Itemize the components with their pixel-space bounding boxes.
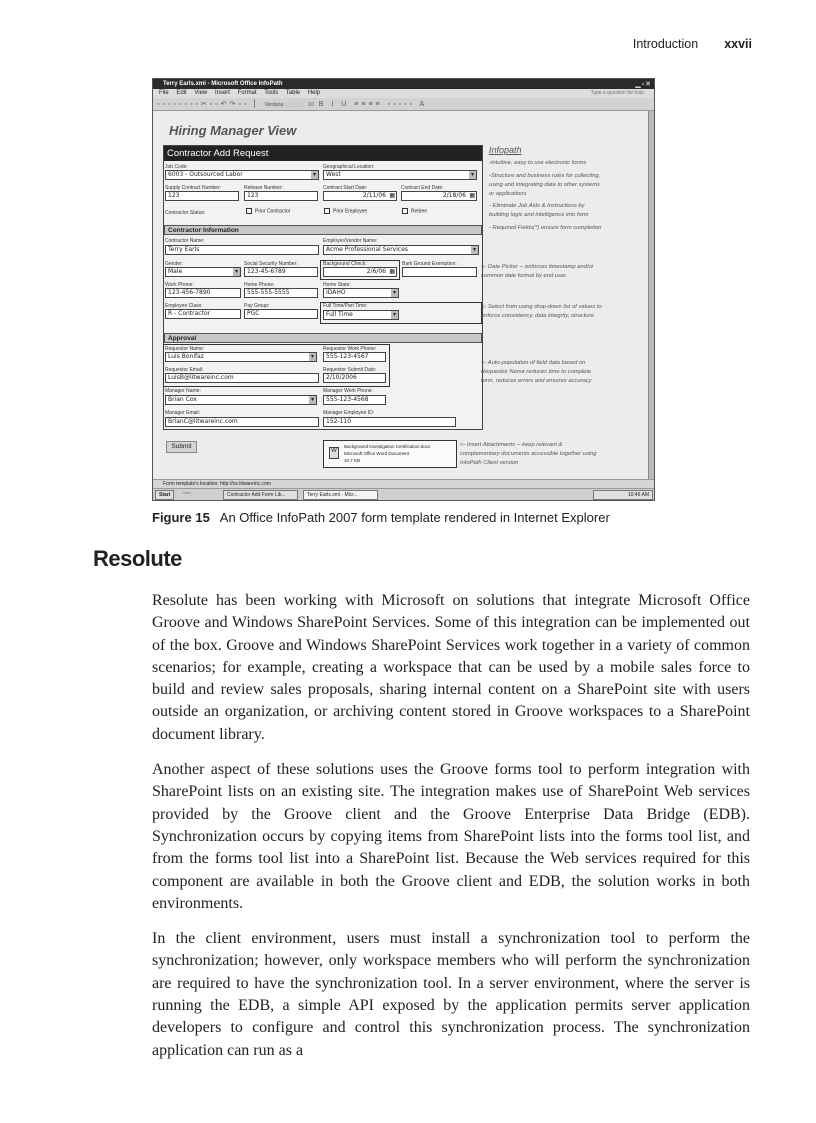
home-phone-label: Home Phone: [244, 282, 275, 288]
form-header: Contractor Add Request [164, 146, 482, 161]
note-line: or applications [489, 191, 527, 197]
status-bar: Form template's location: http://os.litwareinc.com [153, 479, 655, 488]
auto-note: form, reduces errors and ensures accuracy [481, 378, 592, 384]
mgr-email-input[interactable]: BrianC@litwareinc.com [165, 417, 319, 427]
note-line: using and integrating data to other systems [489, 182, 600, 188]
prior-employee-checkbox[interactable] [324, 208, 367, 214]
attach-note: complementary documents accessible together using [460, 451, 597, 457]
attachment-name: Background Investigation Certification.docx [344, 444, 431, 449]
contractor-name-label: Contractor Name: [165, 238, 205, 244]
req-name-select[interactable]: Luis Bonifaz ▾ [165, 352, 317, 362]
section-contractor-info: Contractor Information [164, 225, 482, 235]
taskbar-item-active[interactable]: Terry Earls.xml - Micr... [303, 490, 378, 500]
end-label: Contract End Date: [401, 185, 444, 191]
end-date-picker[interactable]: 2/18/06 ▦ [401, 191, 477, 201]
paragraph: Resolute has been working with Microsoft on solutions that integrate Microsoft Office Groove and Windows SharePoint Services. Some of this integration can be implemented out of the box. Groove and Windows SharePoint Services work together in a variety of common scenarios; for example, creating a workspace that can be used by a mobile sales force to build and review sales proposals, sharing internal content on a SharePoint site with users outside an organization, or archiving content stored in Groove workspaces to a SharePoint document library. [152, 592, 750, 743]
menu-help[interactable]: Help [307, 90, 321, 96]
emp-class-label: Employee Class: [165, 303, 203, 309]
checkbox-label: Retiree [411, 208, 428, 215]
running-head [633, 37, 752, 51]
note-line: - Required Fields(*) ensure form completion [489, 225, 602, 231]
select-note: enforce consistency, data integrity, structure. [481, 313, 596, 319]
scrollbar[interactable] [648, 111, 655, 479]
quick-launch-icon[interactable]: ▫▫▫ [183, 490, 191, 497]
job-code-select[interactable]: 6003 - Outsourced Labor ▾ [165, 170, 319, 180]
bg-check-label: Background Check: [323, 261, 367, 267]
ssn-label: Social Security Number: [244, 261, 298, 267]
req-date-input[interactable]: 2/10/2006 [323, 373, 386, 383]
geo-label: Geographical Location: [323, 164, 375, 170]
note-line: -Structure and business rules for collecting, [489, 173, 601, 179]
font-select[interactable]: Verdana [263, 102, 304, 108]
bark-label: Bark Ground Exemption: [402, 261, 457, 267]
menu-edit[interactable]: Edit [176, 90, 187, 96]
note-line: -Intuitive, easy to use electronic forms [489, 160, 587, 166]
menu-insert[interactable]: Insert [214, 90, 230, 96]
req-name-label: Requestor Name: [165, 346, 205, 352]
attachment-type: Microsoft Office Word Document [344, 451, 409, 456]
menu-bar [153, 89, 655, 98]
home-state-select[interactable]: IDAHO ▾ [323, 288, 399, 298]
auto-note: <- Auto-population of field data based on [481, 360, 586, 366]
paragraph: Another aspect of these solutions uses the Groove forms tool to perform integration with SharePoint lists on an existing site. The integration makes use of SharePoint Web services provided by the Groove client and the Groove Enterprise Data Bridge (EDB). Synchronization occurs by copying items from SharePoint lists into the forms tool list, and from the forms tool list into a SharePoint list. Because the Web services required for this component are available in both the Groove client and EDB, the solution works in both environments. [152, 761, 750, 912]
work-phone-input[interactable]: 123-456-7890 [165, 288, 241, 298]
employer-label: Employer/Vendor Name: [323, 238, 378, 244]
view-title: Hiring Manager View [169, 123, 297, 138]
req-phone-input[interactable]: 555-123-4567 [323, 352, 386, 362]
menu-tools[interactable]: Tools [264, 90, 279, 96]
start-label: Contract Start Date: [323, 185, 368, 191]
attachment-control[interactable] [323, 440, 457, 468]
attachment-size: 10.7 KB [344, 458, 361, 463]
start-button[interactable]: Start [155, 490, 174, 500]
geo-select[interactable]: West ▾ [323, 170, 477, 180]
full-time-select[interactable]: Full Time ▾ [323, 310, 399, 320]
home-state-label: Home State: [323, 282, 351, 288]
checkbox-label: Prior Employee [333, 208, 368, 215]
release-label: Release Number: [244, 185, 283, 191]
mgr-id-label: Manager Employee ID: [323, 410, 375, 416]
date-note: <- Date Picker -- enforces timestamp and/or [481, 264, 594, 270]
job-code-label: Job Code: [165, 164, 188, 170]
section-approval: Approval [164, 333, 482, 343]
submit-button[interactable]: Submit [166, 441, 197, 453]
emp-class-input[interactable]: R - Contractor [165, 309, 241, 319]
paragraph: In the client environment, users must install a synchronization tool to perform the synchronization; however, only workspace members who will perform the synchronization are required to have the synchronization tool. In a server environment, where the server is running the EDB, a simple API exposed by the application permits server application developers to configure and control this synchronization process. The synchronization application can run as a [152, 930, 750, 1059]
attach-note: InfoPath Client version [460, 460, 519, 466]
caption-text: An Office InfoPath 2007 form template rendered in Internet Explorer [219, 510, 610, 525]
note-line: - Eliminate Job Aids & Instructions by [489, 203, 585, 209]
auto-note: Requestor Name reduces time to complete [481, 369, 592, 375]
req-email-input[interactable]: LuisB@litwareinc.com [165, 373, 319, 383]
toolbar-icons[interactable]: ▫▫▫▫▫▫▫▫✂▫▫↶↷▫▫ ▏ Verdana 10 B I U ≡≡≡≡ ▫▫▫▫▫ A [153, 98, 655, 111]
menu-format[interactable]: Format [237, 90, 257, 96]
clock: 10:46 AM [593, 490, 653, 500]
mgr-email-label: Manager Email: [165, 410, 201, 416]
taskbar-item[interactable]: Contractor Add Form Lib... [223, 490, 298, 500]
checkbox-label: Prior Contractor [255, 208, 291, 215]
contractor-name-input[interactable]: Terry Earls [165, 245, 319, 255]
employer-select[interactable]: Acme Professional Services ▾ [323, 245, 479, 255]
window-title: Terry Earls.xml - Microsoft Office InfoPath [153, 79, 655, 89]
size-select[interactable]: 10 [308, 102, 314, 108]
help-search[interactable]: Type a question for help [590, 90, 644, 96]
note-line: building logic and intelligence into form [489, 212, 589, 218]
infopath-screenshot [152, 78, 655, 501]
full-time-label: Full Time/Part Time: [323, 303, 368, 309]
mgr-phone-input[interactable]: 555-123-4568 [323, 395, 386, 405]
pay-group-label: Pay Group: [244, 303, 270, 309]
gender-label: Gender: [165, 261, 184, 267]
prior-contractor-checkbox[interactable] [246, 208, 290, 214]
figure-label: Figure 15 [152, 510, 210, 525]
req-email-label: Requestor Email: [165, 367, 204, 373]
home-phone-input[interactable]: 555-555-5555 [244, 288, 318, 298]
start-date-picker[interactable]: 2/11/06 ▦ [323, 191, 397, 201]
ssn-input[interactable]: 123-45-6789 [244, 267, 318, 277]
work-phone-label: Work Phone: [165, 282, 194, 288]
select-note: <- Select from using drop-down list of values to [481, 304, 602, 310]
menu-file[interactable]: File [159, 90, 169, 96]
supply-label: Supply Contract Number: [165, 185, 222, 191]
bg-check-date-picker[interactable]: 2/6/06 ▦ [323, 267, 397, 277]
release-input[interactable]: 123 [244, 191, 318, 201]
date-note: common date format by end user. [481, 273, 568, 279]
page-number: xxvii [724, 37, 752, 51]
attach-note: <- Insert Attachments -- keep relevant & [460, 442, 563, 448]
mgr-id-input[interactable]: 152-110 [323, 417, 456, 427]
req-phone-label: Requestor Work Phone: [323, 346, 377, 352]
gender-select[interactable]: Male ▾ [165, 267, 241, 277]
window-controls-icon: ▁▫✕ [635, 81, 652, 88]
figure-caption [152, 510, 610, 525]
mgr-phone-label: Manager Work Phone: [323, 388, 373, 394]
menu-view[interactable]: View [194, 90, 208, 96]
section-name: Introduction [632, 37, 699, 51]
pay-group-input[interactable]: PGC [244, 309, 318, 319]
retiree-checkbox[interactable] [402, 208, 427, 214]
mgr-name-select[interactable]: Brian Cox ▾ [165, 395, 317, 405]
notes-title: Infopath [489, 145, 522, 155]
bark-input[interactable] [402, 267, 477, 277]
supply-input[interactable]: 123 [165, 191, 239, 201]
word-document-icon: W [329, 447, 339, 459]
section-heading: Resolute [93, 546, 182, 571]
req-date-label: Requestor Submit Date: [323, 367, 377, 373]
menu-table[interactable]: Table [285, 90, 301, 96]
mgr-name-label: Manager Name: [165, 388, 201, 394]
body-text [152, 590, 750, 1075]
status-label: Contractor Status: [165, 210, 206, 216]
